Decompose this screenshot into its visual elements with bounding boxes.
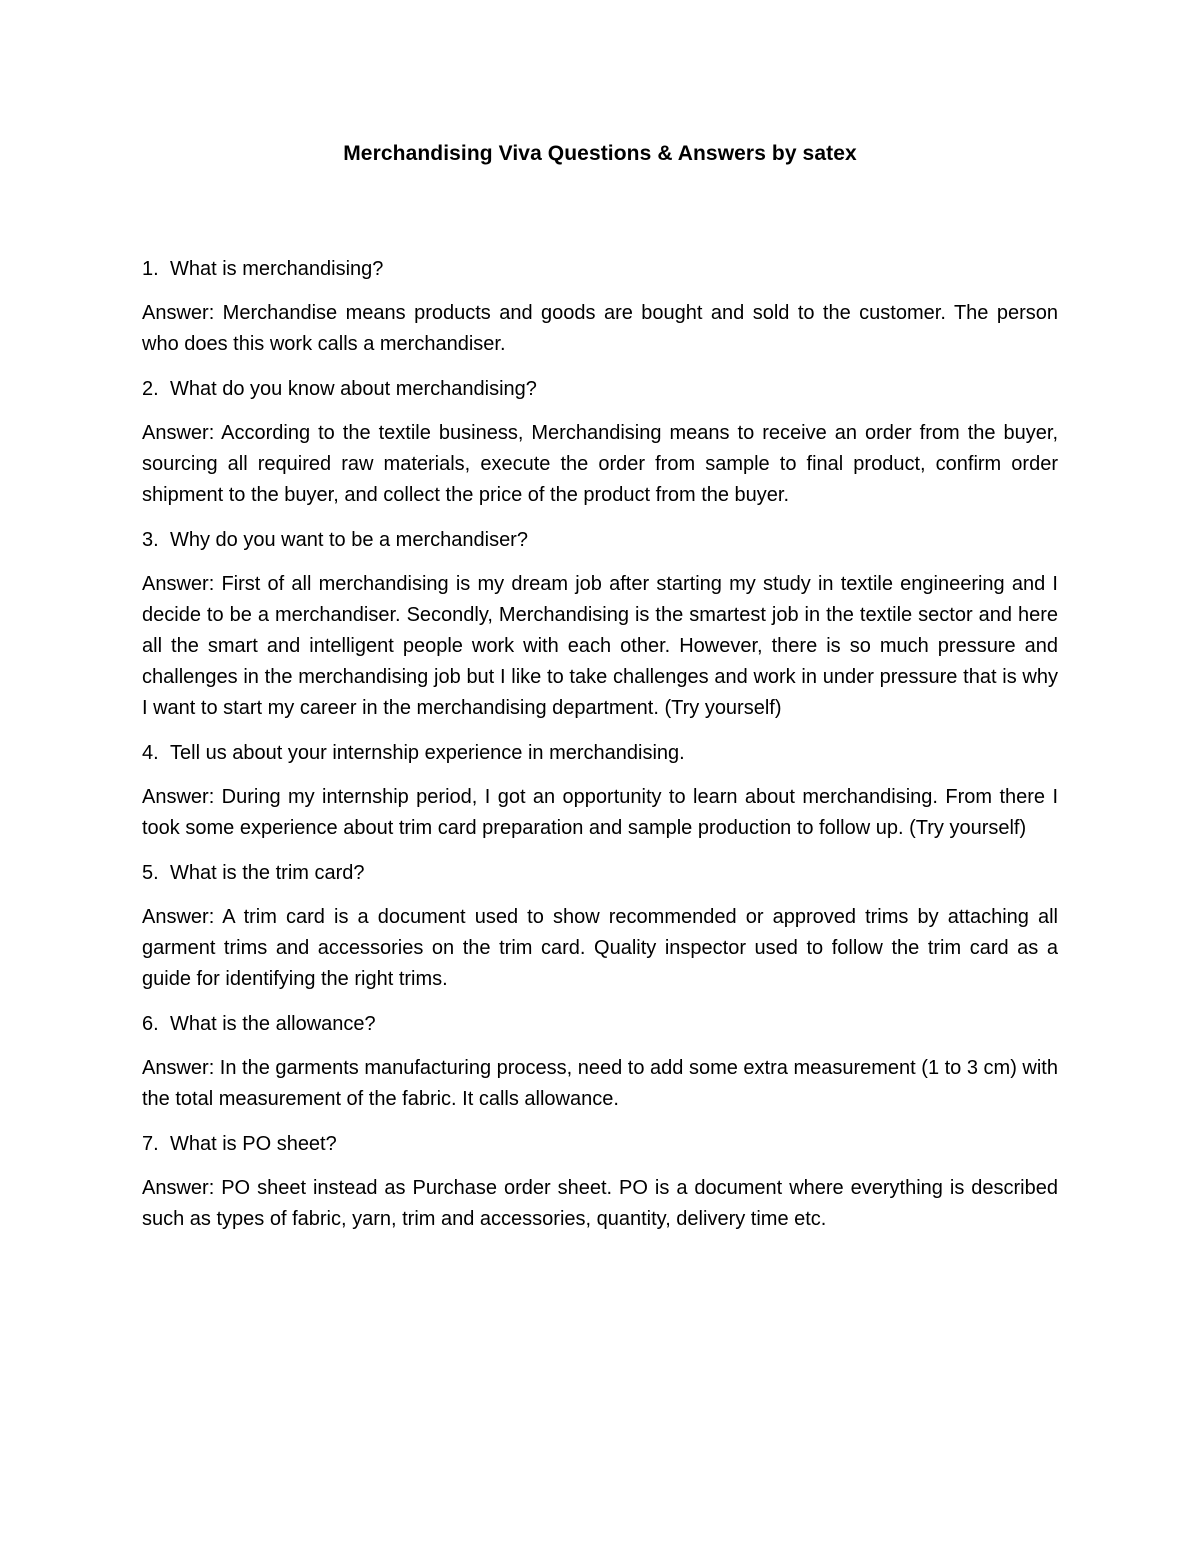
question-number: 3. [142,529,159,551]
question-number: 2. [142,378,159,400]
question [142,1009,1058,1040]
answer-text: Answer: According to the textile business, Merchandising means to receive an order from the buyer, sourcing all required raw materials, execute the order from sample to final product, confirm order shipment to the buyer, and collect the price of the product from the buyer. [142,422,1058,506]
question-number: 5. [142,862,159,884]
question-text: What is PO sheet? [170,1133,337,1155]
document-page [142,140,1058,1249]
question-number: 1. [142,258,159,280]
qa-item-5 [142,858,1058,995]
question-number: 7. [142,1133,159,1155]
question-text: What do you know about merchandising? [170,378,537,400]
question-number: 4. [142,742,159,764]
answer-text: Answer: PO sheet instead as Purchase order sheet. PO is a document where everything is described such as types of fabric, yarn, trim and accessories, quantity, delivery time etc. [142,1177,1058,1230]
answer-text: Answer: First of all merchandising is my dream job after starting my study in textile engineering and I decide to be a merchandiser. Secondly, Merchandising is the smartest job in the textile sector and here all the smart and intelligent people work with each other. However, there is so much pressure and challenges in the merchandising job but I like to take challenges and work in under pressure that is why I want to start my career in the merchandising department. (Try yourself) [142,573,1058,719]
qa-item-6 [142,1009,1058,1115]
question-text: What is the trim card? [170,862,365,884]
question [142,858,1058,889]
question [142,1129,1058,1160]
question-text: What is the allowance? [170,1013,376,1035]
question [142,254,1058,285]
question-number: 6. [142,1013,159,1035]
qa-item-3 [142,525,1058,724]
answer-text: Answer: During my internship period, I got an opportunity to learn about merchandising. From there I took some experience about trim card preparation and sample production to follow up. (Try yourself) [142,786,1058,839]
question [142,738,1058,769]
qa-item-7 [142,1129,1058,1235]
answer-text: Answer: In the garments manufacturing process, need to add some extra measurement (1 to 3 cm) with the total measurement of the fabric. It calls allowance. [142,1057,1058,1110]
question-text: What is merchandising? [170,258,384,280]
qa-item-2 [142,374,1058,511]
qa-item-1 [142,254,1058,360]
question [142,374,1058,405]
answer-text: Answer: Merchandise means products and goods are bought and sold to the customer. The person who does this work calls a merchandiser. [142,302,1058,355]
question-text: Why do you want to be a merchandiser? [170,529,528,551]
question-text: Tell us about your internship experience in merchandising. [170,742,685,764]
answer-text: Answer: A trim card is a document used to show recommended or approved trims by attaching all garment trims and accessories on the trim card. Quality inspector used to follow the trim card as a guide for identifying the right trims. [142,906,1058,990]
question [142,525,1058,556]
document-title: Merchandising Viva Questions & Answers by satex [343,142,857,165]
qa-item-4 [142,738,1058,844]
